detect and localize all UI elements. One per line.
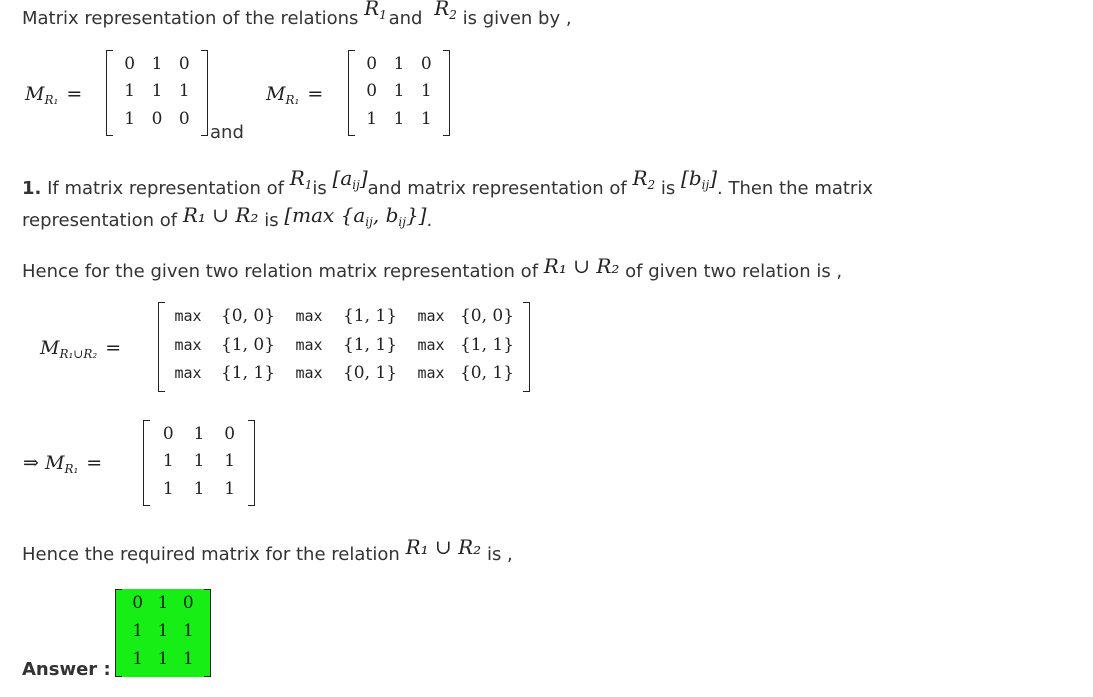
matrix-cell: 0: [366, 81, 378, 102]
matrix-cell: 0: [124, 54, 136, 74]
matrix-cell: 1: [193, 424, 205, 444]
matrix-cell: max: [417, 307, 445, 325]
matrix-cell: 1: [162, 478, 174, 499]
matrix-cell: 1: [151, 81, 163, 102]
matrix-cell: 1: [366, 108, 378, 129]
matrix-cell: 1: [124, 81, 136, 102]
matrix-cell: max: [174, 335, 202, 354]
relation-r1: $R_1$: [364, 0, 387, 22]
matrix-cell: 0: [420, 54, 432, 74]
matrix-cell: 1: [132, 649, 144, 669]
matrix-cell: 1: [132, 621, 144, 641]
aij-expr: $[a_{ij}]$: [332, 166, 368, 192]
answer-matrix: [115, 589, 211, 677]
intro-text-after: is given by ,: [462, 8, 572, 29]
and-word: and: [210, 122, 244, 143]
matrix-cell: {0, 0}: [220, 306, 276, 326]
matrix-cell: 0: [366, 54, 378, 74]
implies-label: ⇒ $M_{R_1}$ =: [23, 452, 103, 476]
implies-arrow: ⇒: [23, 452, 39, 474]
step1-line2: representation of R₁ ∪ R₂ is [max {$a_{ij}$, $b_{ij}$}].: [22, 203, 433, 231]
union-matrix-label: $M_{R_1\cup R_2}$ =: [40, 337, 122, 361]
matrix-cell: max: [174, 307, 202, 325]
intro-text-before: Matrix representation of the relations: [22, 8, 359, 29]
matrix-cell: {1, 0}: [220, 334, 276, 355]
matrix-cell: {0, 1}: [459, 363, 515, 384]
matrix-cell: 1: [193, 478, 205, 499]
answer-label: Answer :: [22, 659, 111, 680]
matrix-cell: 0: [151, 108, 163, 129]
matrix-cell: max: [174, 364, 202, 383]
matrix-cell: 1: [182, 649, 194, 669]
matrix-cell: 1: [157, 593, 169, 613]
intro-and: and: [388, 8, 423, 29]
matrix-cell: 1: [420, 81, 432, 102]
matrix-cell: {1, 1}: [342, 334, 398, 355]
matrix-cell: max: [417, 335, 445, 354]
matrix-cell: 1: [182, 621, 194, 641]
matrix-cell: max: [417, 364, 445, 383]
matrix-cell: 0: [132, 593, 144, 613]
step1-line1: 1. If matrix representation of $R_1is$ $[a_{ij}]and$ matrix representation of $R_2$ is $[b_{ij}]$. Then the matrix: [22, 166, 873, 199]
matrix-cell: {0, 1}: [342, 363, 398, 384]
matrix-cell: 1: [193, 451, 205, 472]
matrix-cell: 1: [162, 451, 174, 472]
max-expr: [max {$a_{ij}$, $b_{ij}$}]: [284, 203, 427, 229]
intro-line: [22, 0, 572, 35]
matrix-cell: 1: [224, 478, 236, 499]
matrix-cell: 1: [157, 649, 169, 669]
bij-expr: $[b_{ij}]$: [681, 166, 717, 192]
matrix-cell: 1: [151, 54, 163, 74]
matrix-cell: 0: [224, 424, 236, 444]
matrix-cell: 1: [124, 108, 136, 129]
matrix-max: [158, 302, 530, 392]
matrix-a-label: $M_{R_1}$ =: [25, 83, 83, 107]
matrix-b: [348, 50, 450, 136]
matrix-cell: 0: [178, 54, 190, 74]
matrix-result: [143, 420, 255, 506]
matrix-cell: max: [295, 364, 323, 383]
matrix-cell: max: [295, 335, 323, 354]
matrix-cell: 0: [178, 108, 190, 129]
matrix-cell: 0: [162, 424, 174, 444]
matrix-cell: 1: [393, 81, 405, 102]
matrix-cell: 0: [182, 593, 194, 613]
matrix-cell: max: [295, 307, 323, 325]
matrix-cell: 1: [420, 108, 432, 129]
matrix-b-label: $M_{R_1}$ =: [266, 83, 324, 107]
matrix-cell: 1: [224, 451, 236, 472]
matrix-cell: 1: [393, 108, 405, 129]
matrix-cell: 1: [393, 54, 405, 74]
hence-line-1: Hence for the given two relation matrix representation of R₁ ∪ R₂ of given two relation is ,: [22, 254, 843, 282]
matrix-cell: {1, 1}: [220, 363, 276, 384]
matrix-cell: {0, 0}: [459, 306, 515, 326]
matrix-cell: {1, 1}: [459, 334, 515, 355]
relation-r2: $R_2$: [434, 0, 457, 22]
hence-line-2: Hence the required matrix for the relation R₁ ∪ R₂ is ,: [22, 535, 513, 565]
step-number: 1.: [22, 178, 42, 199]
matrix-cell: 1: [157, 621, 169, 641]
matrix-cell: {1, 1}: [342, 306, 398, 326]
matrix-cell: 1: [178, 81, 190, 102]
matrix-a: [106, 50, 208, 136]
union-expr: R₁ ∪ R₂: [182, 203, 259, 227]
